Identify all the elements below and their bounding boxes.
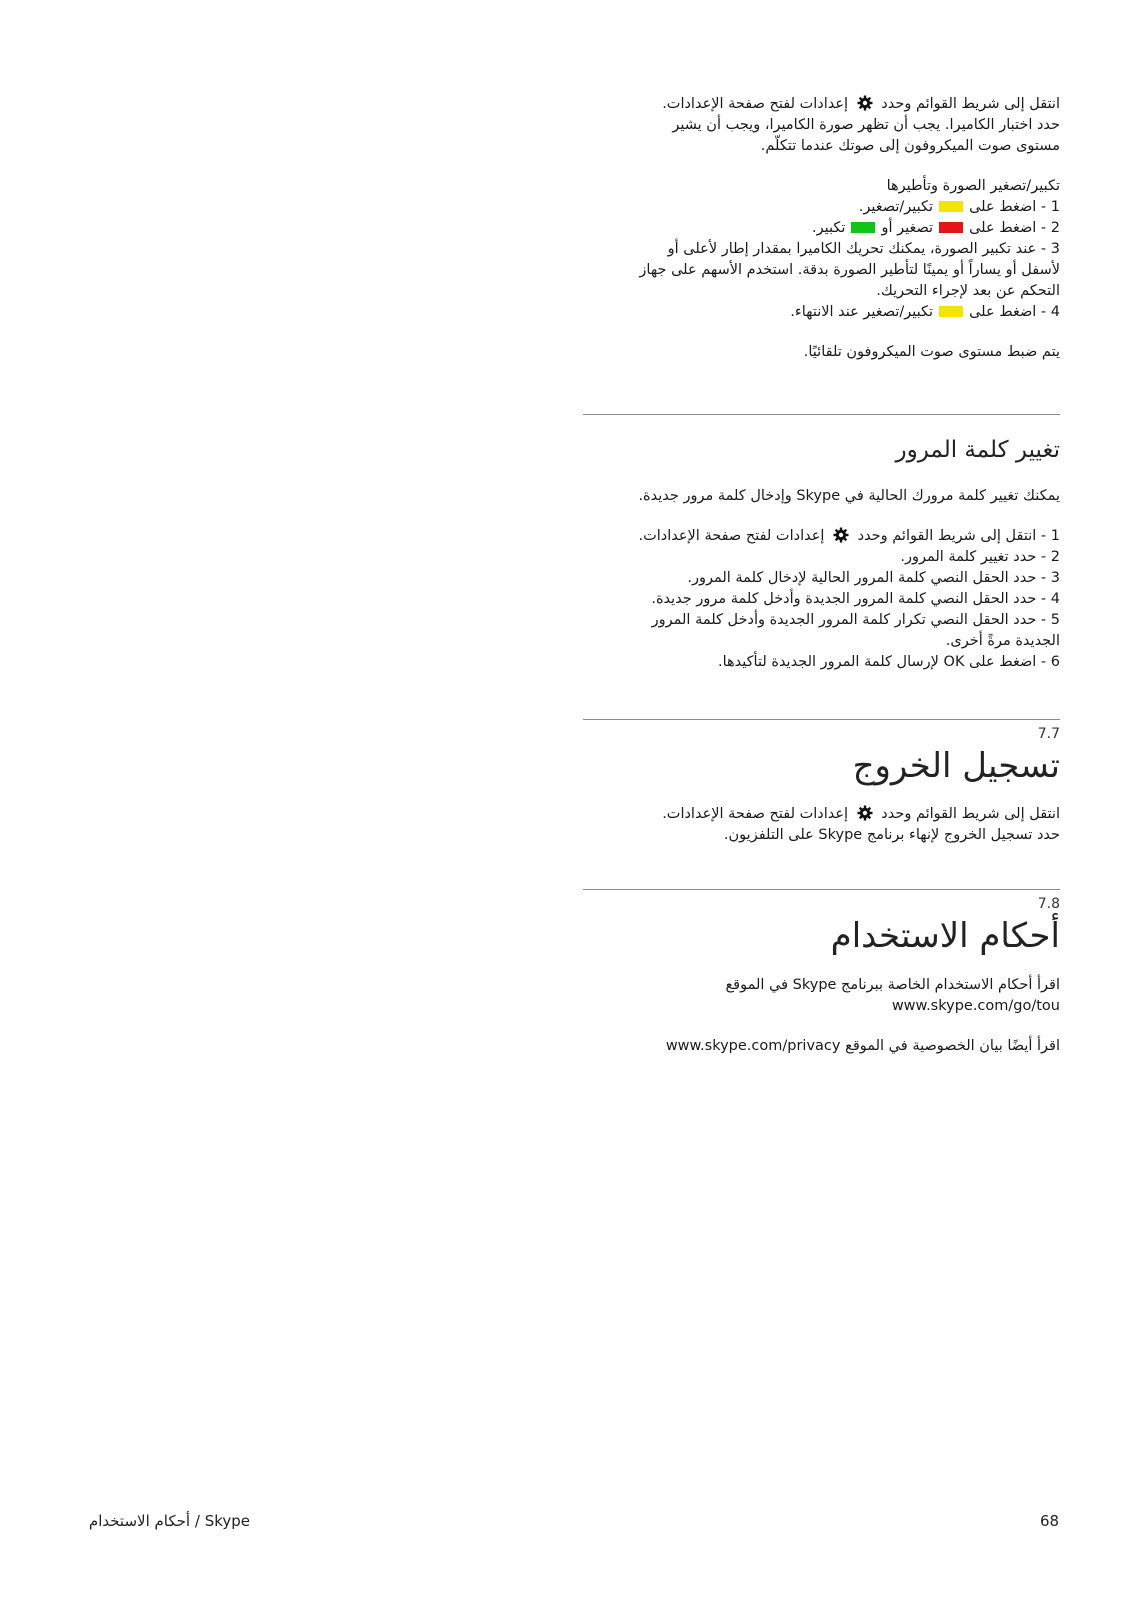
- divider: [583, 414, 1060, 415]
- intro-block: [583, 94, 1060, 363]
- green-button-icon: [851, 222, 875, 233]
- section-title-terms-of-use: أحكام الاستخدام: [830, 916, 1060, 956]
- zoom-step-2: 2 - اضغط علىتصغير أوتكبير.: [812, 220, 1060, 236]
- zoom-step-4: 4 - اضغط علىتكبير/تصغير عند الانتهاء.: [790, 304, 1060, 320]
- terms-block: [583, 975, 1060, 1057]
- microphone-note: يتم ضبط مستوى صوت الميكروفون تلقائيًا.: [803, 344, 1060, 360]
- intro-line-3: مستوى صوت الميكروفون إلى صوتك عندما تتكلّم.: [760, 138, 1060, 154]
- zoom-step-3-line-3: التحكم عن بعد لإجراء التحريك.: [876, 283, 1060, 299]
- terms-line-1: اقرأ أحكام الاستخدام الخاصة ببرنامج Skype في الموقع: [725, 977, 1060, 993]
- password-intro: يمكنك تغيير كلمة مرورك الحالية في Skype وإدخال كلمة مرور جديدة.: [638, 488, 1060, 504]
- section-number: 7.7: [1037, 726, 1060, 742]
- password-step-6: 6 - اضغط على OK لإرسال كلمة المرور الجديدة لتأكيدها.: [717, 654, 1060, 670]
- password-step-2: 2 - حدد تغيير كلمة المرور.: [900, 549, 1060, 565]
- privacy-line: اقرأ أيضًا بيان الخصوصية في الموقع www.skype.com/privacy: [665, 1038, 1060, 1054]
- divider: [583, 889, 1060, 890]
- signout-block: [583, 804, 1060, 846]
- zoom-heading: تكبير/تصغير الصورة وتأطيرها: [886, 178, 1060, 194]
- terms-url-link[interactable]: www.skype.com/go/tou: [891, 998, 1060, 1014]
- signout-line-2: حدد تسجيل الخروج لإنهاء برنامج Skype على التلفزيون.: [723, 827, 1060, 843]
- password-step-5-line-2: الجديدة مرةً أخرى.: [945, 633, 1060, 649]
- gear-icon: [857, 805, 873, 821]
- password-block: [583, 486, 1060, 673]
- password-step-5-line-1: 5 - حدد الحقل النصي تكرار كلمة المرور الجديدة وأدخل كلمة المرور: [651, 612, 1060, 628]
- section-title-sign-out: تسجيل الخروج: [852, 746, 1060, 786]
- zoom-step-3-line-2: لأسفل أو يساراً أو يمينًا لتأطير الصورة بدقة. استخدم الأسهم على جهاز: [639, 262, 1060, 278]
- signout-line-1: انتقل إلى شريط القوائم وحدد إعدادات لفتح صفحة الإعدادات.: [662, 806, 1060, 822]
- yellow-button-icon: [939, 306, 963, 317]
- gear-icon: [857, 95, 873, 111]
- intro-line-2: حدد اختبار الكاميرا. يجب أن تظهر صورة الكاميرا، ويجب أن يشير: [672, 117, 1060, 133]
- zoom-step-3-line-1: 3 - عند تكبير الصورة، يمكنك تحريك الكاميرا بمقدار إطار لأعلى أو: [667, 241, 1060, 257]
- zoom-step-1: 1 - اضغط علىتكبير/تصغير.: [858, 199, 1060, 215]
- password-step-3: 3 - حدد الحقل النصي كلمة المرور الحالية لإدخال كلمة المرور.: [687, 570, 1060, 586]
- footer-section-title: Skype / أحكام الاستخدام: [88, 1512, 250, 1530]
- red-button-icon: [939, 222, 963, 233]
- page-number: 68: [1040, 1512, 1060, 1530]
- yellow-button-icon: [939, 201, 963, 212]
- divider: [583, 719, 1060, 720]
- password-step-4: 4 - حدد الحقل النصي كلمة المرور الجديدة وأدخل كلمة مرور جديدة.: [651, 591, 1060, 607]
- gear-icon: [833, 527, 849, 543]
- section-number: 7.8: [1037, 896, 1060, 912]
- section-title-change-password: تغيير كلمة المرور: [895, 437, 1060, 463]
- intro-line-1: انتقل إلى شريط القوائم وحدد إعدادات لفتح صفحة الإعدادات.: [662, 96, 1060, 112]
- password-step-1: 1 - انتقل إلى شريط القوائم وحدد إعدادات لفتح صفحة الإعدادات.: [638, 528, 1060, 544]
